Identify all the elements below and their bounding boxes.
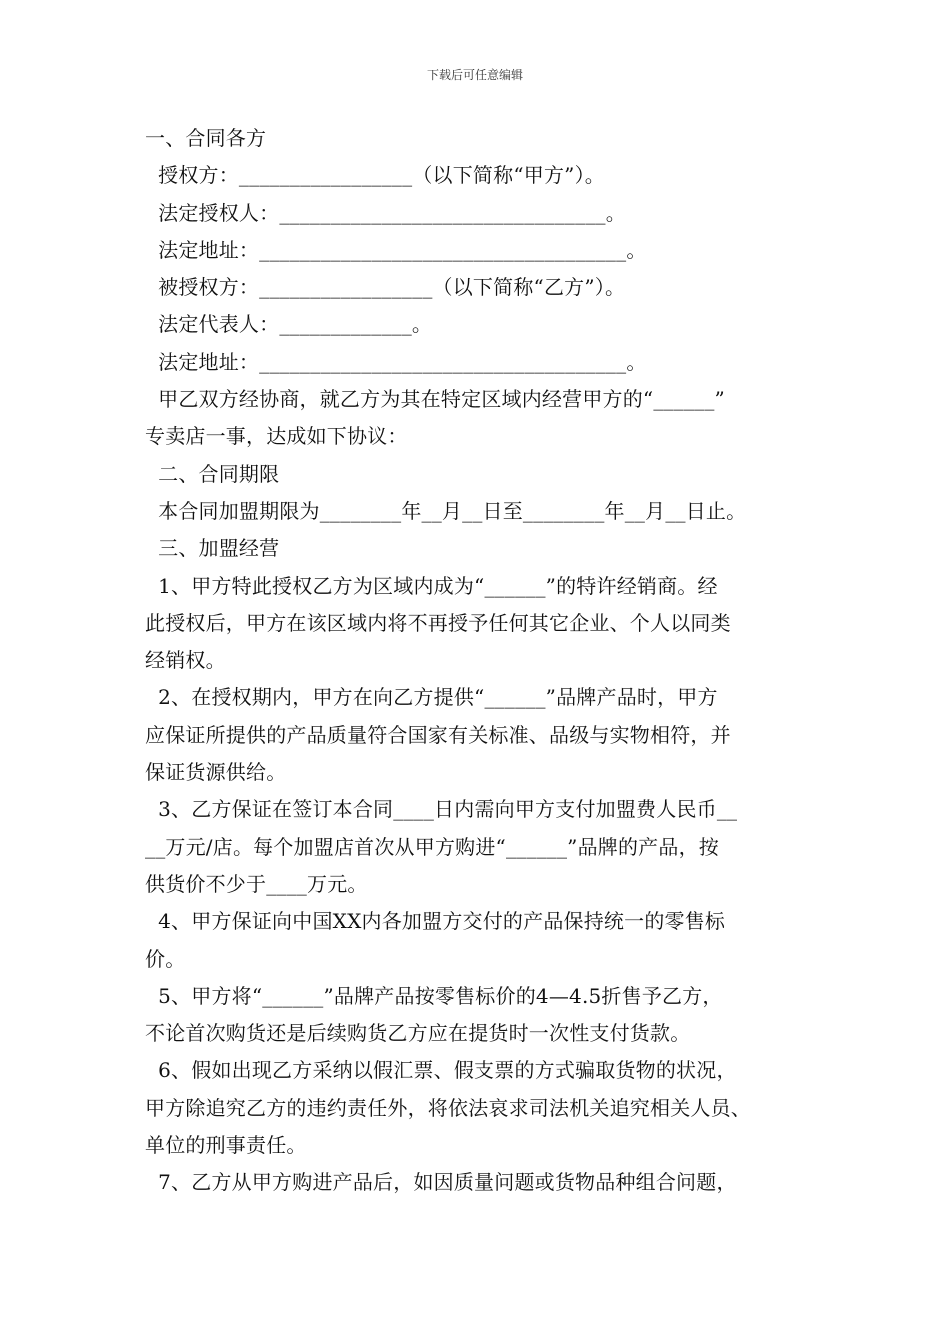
paragraph-line: 本合同加盟期限为________年__月__日至________年__月__日止。 bbox=[145, 498, 747, 523]
section-heading-parties: 一、合同各方 bbox=[145, 126, 267, 150]
paragraph-line: 应保证所提供的产品质量符合国家有关标准、品级与实物相符，并 bbox=[145, 722, 731, 747]
paragraph-line: 供货价不少于____万元。 bbox=[145, 871, 368, 896]
paragraph-line: 单位的刑事责任。 bbox=[145, 1133, 307, 1158]
paragraph-line: 3、乙方保证在签订本合同____日内需向甲方支付加盟费人民币__ bbox=[145, 797, 738, 822]
field-licensor: 授权方：_________________（以下简称“甲方”）。 bbox=[145, 163, 605, 188]
paragraph-line: 价。 bbox=[145, 946, 186, 971]
field-legal-authorizer: 法定授权人：________________________________。 bbox=[145, 200, 626, 225]
field-licensee-address: 法定地址：____________________________________。 bbox=[145, 349, 647, 374]
field-licensee: 被授权方：_________________（以下简称“乙方”）。 bbox=[145, 275, 626, 300]
section-heading-franchise: 三、加盟经营 bbox=[145, 536, 280, 561]
paragraph-line: 甲乙双方经协商，就乙方为其在特定区域内经营甲方的“______” bbox=[145, 387, 725, 412]
section-heading-term: 二、合同期限 bbox=[145, 461, 280, 486]
contract-body bbox=[145, 120, 815, 1202]
page-header-note: 下载后可任意编辑 bbox=[426, 68, 523, 82]
paragraph-line: 保证货源供给。 bbox=[145, 760, 287, 785]
paragraph-line: 4、甲方保证向中国XX内各加盟方交付的产品保持统一的零售标 bbox=[145, 909, 726, 934]
paragraph-line: 5、甲方将“______”品牌产品按零售标价的4—4.5折售予乙方， bbox=[145, 983, 723, 1008]
paragraph-line: 此授权后，甲方在该区域内将不再授予任何其它企业、个人以同类 bbox=[145, 610, 731, 635]
paragraph-line: 专卖店一事，达成如下协议： bbox=[145, 424, 408, 449]
paragraph-line: __万元/店。每个加盟店首次从甲方购进“______”品牌的产品，按 bbox=[145, 834, 719, 859]
paragraph-line: 7、乙方从甲方购进产品后，如因质量问题或货物品种组合问题， bbox=[145, 1170, 737, 1195]
paragraph-line: 6、假如出现乙方采纳以假汇票、假支票的方式骗取货物的状况， bbox=[145, 1058, 737, 1083]
paragraph-line: 1、甲方特此授权乙方为区域内成为“______”的特许经销商。经 bbox=[145, 573, 718, 598]
paragraph-line: 不论首次购货还是后续购货乙方应在提货时一次性支付货款。 bbox=[145, 1021, 691, 1046]
paragraph-line: 经销权。 bbox=[145, 648, 226, 673]
field-legal-representative: 法定代表人：_____________。 bbox=[145, 312, 433, 337]
field-licensor-address: 法定地址：____________________________________。 bbox=[145, 237, 647, 262]
paragraph-line: 甲方除追究乙方的违约责任外，将依法哀求司法机关追究相关人员、 bbox=[145, 1095, 751, 1120]
paragraph-line: 2、在授权期内，甲方在向乙方提供“______”品牌产品时，甲方 bbox=[145, 685, 718, 710]
